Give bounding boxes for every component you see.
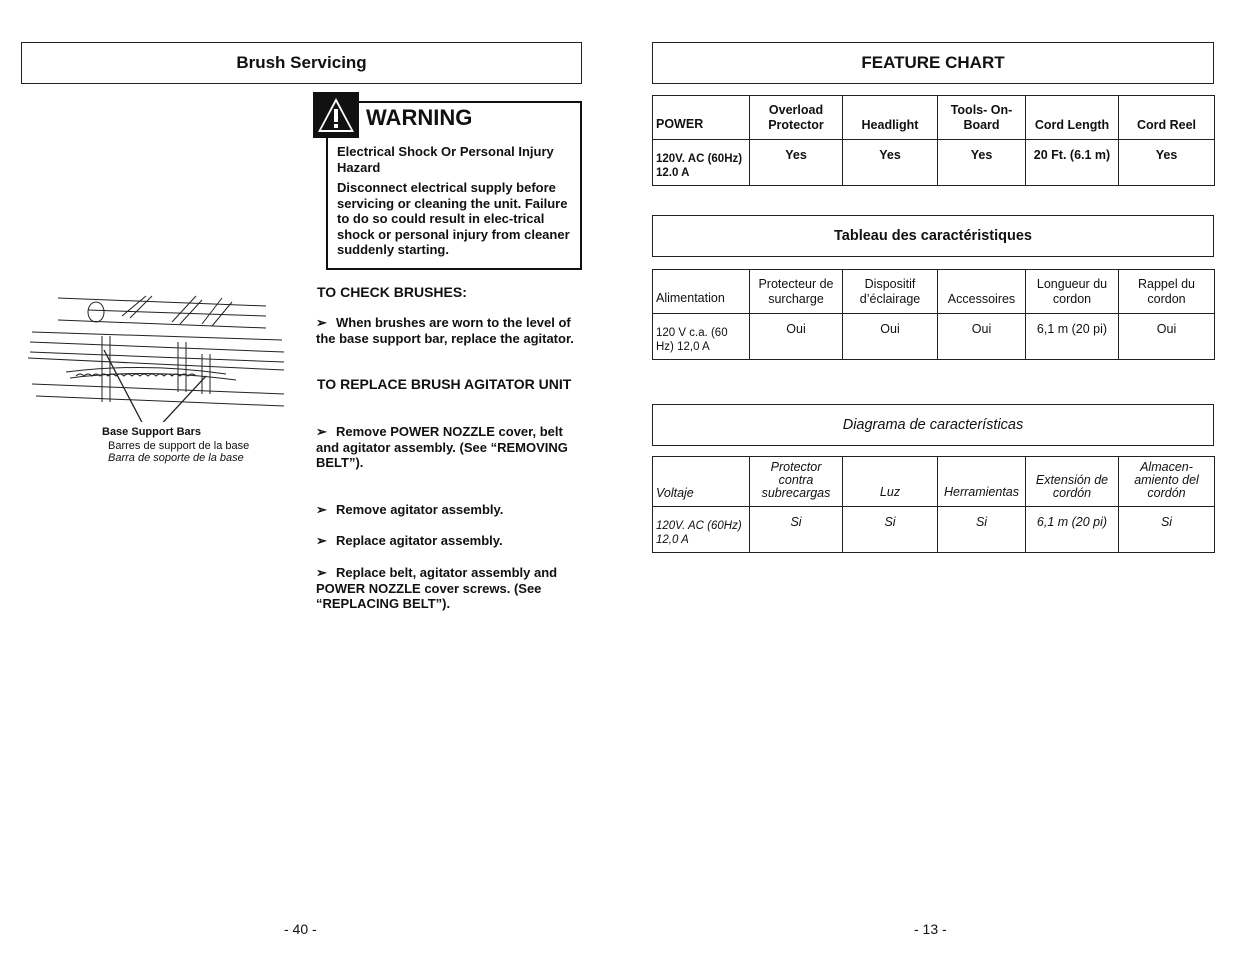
replace-step-3 (316, 533, 581, 549)
table-header: Tools- On-Board (938, 96, 1026, 140)
table-header: Herramientas (938, 457, 1026, 507)
table-cell: Si (938, 507, 1026, 553)
caption-base-support-bars: Base Support Bars (102, 426, 202, 438)
replace-step-text: Replace belt, agitator assembly and POWER NOZZLE cover screws. (See “REPLACING BELT”). (316, 565, 558, 611)
table-header: POWER (653, 96, 750, 140)
table-cell: Yes (1119, 140, 1215, 186)
feature-table-english (652, 95, 1215, 186)
table-cell: Yes (843, 140, 938, 186)
table-header: Cord Length (1026, 96, 1119, 140)
page-number-right: - 13 - (914, 921, 947, 937)
replace-step-text: Replace agitator assembly. (336, 533, 503, 548)
replace-step-text: Remove POWER NOZZLE cover, belt and agitator assembly. (See “REMOVING BELT”). (316, 424, 568, 470)
arrow-bullet-icon: ➢ (316, 565, 327, 580)
replace-agitator-heading: TO REPLACE BRUSH AGITATOR UNIT (317, 376, 572, 392)
feature-table-spanish (652, 456, 1215, 553)
page-title-brush-servicing (21, 42, 582, 84)
table-cell: 120 V c.a. (60 Hz) 12,0 A (653, 314, 750, 360)
table-header: Alimentation (653, 270, 750, 314)
table-header: Extensión de cordón (1026, 457, 1119, 507)
table-header: Protector contra subrecargas (750, 457, 843, 507)
warning-heading: WARNING (366, 105, 473, 130)
tableau-title (652, 215, 1214, 257)
replace-step-text: Remove agitator assembly. (336, 502, 504, 517)
brush-base-illustration (26, 292, 290, 422)
table-header: Dispositif d’éclairage (843, 270, 938, 314)
page-number-left: - 40 - (284, 921, 317, 937)
diagrama-title-text: Diagrama de características (842, 417, 1024, 433)
table-cell: 6,1 m (20 pi) (1026, 314, 1119, 360)
table-cell: Si (750, 507, 843, 553)
arrow-bullet-icon: ➢ (316, 502, 327, 517)
check-brushes-heading: TO CHECK BRUSHES: (317, 284, 467, 300)
table-cell: 120V. AC (60Hz) 12.0 A (653, 140, 750, 186)
replace-step-4 (316, 565, 581, 612)
check-step (316, 315, 581, 346)
table-header: Accessoires (938, 270, 1026, 314)
table-header: Almacen- amiento del cordón (1119, 457, 1215, 507)
arrow-bullet-icon: ➢ (316, 533, 327, 548)
caption-french: Barres de support de la base (108, 440, 250, 452)
table-header: Cord Reel (1119, 96, 1215, 140)
table-cell: Oui (1119, 314, 1215, 360)
table-cell: Oui (938, 314, 1026, 360)
feature-table-french (652, 269, 1215, 360)
table-cell: Yes (750, 140, 843, 186)
replace-step-1 (316, 424, 581, 471)
table-cell: Si (843, 507, 938, 553)
page-title-text: Brush Servicing (236, 53, 367, 72)
replace-step-2 (316, 502, 581, 518)
table-header: Headlight (843, 96, 938, 140)
table-header: Longueur du cordon (1026, 270, 1119, 314)
table-cell: Yes (938, 140, 1026, 186)
warning-icon (313, 92, 359, 138)
tableau-title-text: Tableau des caractéristiques (834, 228, 1032, 244)
diagrama-title (652, 404, 1214, 446)
table-header: Rappel du cordon (1119, 270, 1215, 314)
arrow-bullet-icon: ➢ (316, 315, 327, 330)
warning-hazard-text: Electrical Shock Or Personal Injury Hazard (337, 144, 554, 175)
table-cell: Oui (750, 314, 843, 360)
warning-instruction-text: Disconnect electrical supply before servicing or cleaning the unit. Failure to do so could result in elec-trical shock or personal injury from cleaner suddenly starting. (337, 180, 570, 257)
feature-chart-title (652, 42, 1214, 84)
table-header: Protecteur de surcharge (750, 270, 843, 314)
table-cell: 120V. AC (60Hz) 12,0 A (653, 507, 750, 553)
table-header: Voltaje (653, 457, 750, 507)
caption-spanish: Barra de soporte de la base (108, 452, 244, 464)
feature-chart-title-text: FEATURE CHART (861, 53, 1005, 72)
table-cell: 6,1 m (20 pi) (1026, 507, 1119, 553)
table-cell: 20 Ft. (6.1 m) (1026, 140, 1119, 186)
table-header: Luz (843, 457, 938, 507)
table-header: Overload Protector (750, 96, 843, 140)
check-step-text: When brushes are worn to the level of the base support bar, replace the agitator. (316, 315, 574, 346)
table-cell: Oui (843, 314, 938, 360)
arrow-bullet-icon: ➢ (316, 424, 327, 439)
table-cell: Si (1119, 507, 1215, 553)
